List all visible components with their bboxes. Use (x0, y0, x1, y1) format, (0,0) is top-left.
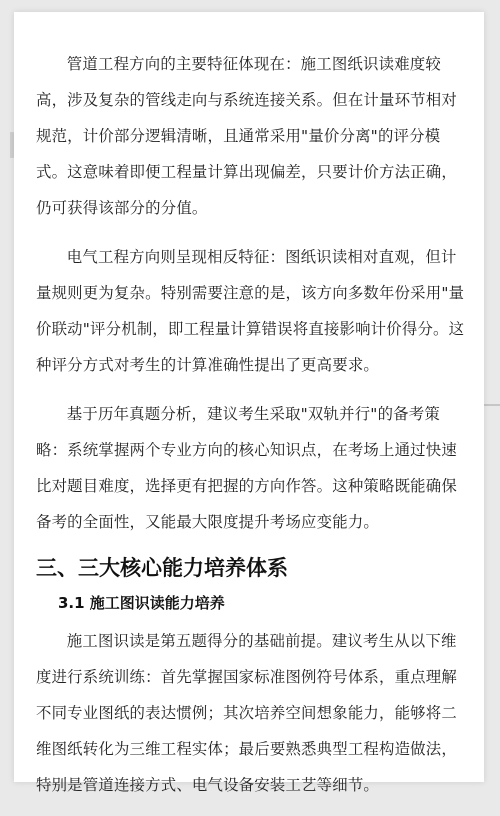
section-heading: 三、三大核心能力培养体系 (36, 556, 288, 580)
subsection-heading: 3.1 施工图识读能力培养 (58, 594, 225, 612)
paragraph-strategy: 基于历年真题分析，建议考生采取"双轨并行"的备考策略：系统掌握两个专业方向的核心知识点，在考场上通过快速比对题目难度，选择更有把握的方向作答。这种策略既能确保备考的全面性，又能最大限度提升考场应变能力。 (36, 405, 457, 531)
document-content (36, 46, 466, 816)
right-edge-mark (484, 404, 500, 406)
document-page (14, 12, 484, 794)
paragraph-drawing-reading: 施工图识读是第五题得分的基础前提。建议考生从以下维度进行系统训练：首先掌握国家标准图例符号体系，重点理解不同专业图纸的表达惯例；其次培养空间想象能力，能够将二维图纸转化为三维工程实体；最后要熟悉典型工程构造做法，特别是管道连接方式、电气设备安装工艺等细节。 (36, 632, 457, 794)
paragraph-pipeline: 管道工程方向的主要特征体现在：施工图纸识读难度较高，涉及复杂的管线走向与系统连接关系。但在计量环节相对规范，计价部分逻辑清晰，且通常采用"量价分离"的评分模式。这意味着即便工程量计算出现偏差，只要计价方法正确，仍可获得该部分的分值。 (36, 55, 457, 217)
paragraph-electrical: 电气工程方向则呈现相反特征：图纸识读相对直观，但计量规则更为复杂。特别需要注意的是，该方向多数年份采用"量价联动"评分机制，即工程量计算错误将直接影响计价得分。这种评分方式对考生的计算准确性提出了更高要求。 (36, 248, 465, 374)
